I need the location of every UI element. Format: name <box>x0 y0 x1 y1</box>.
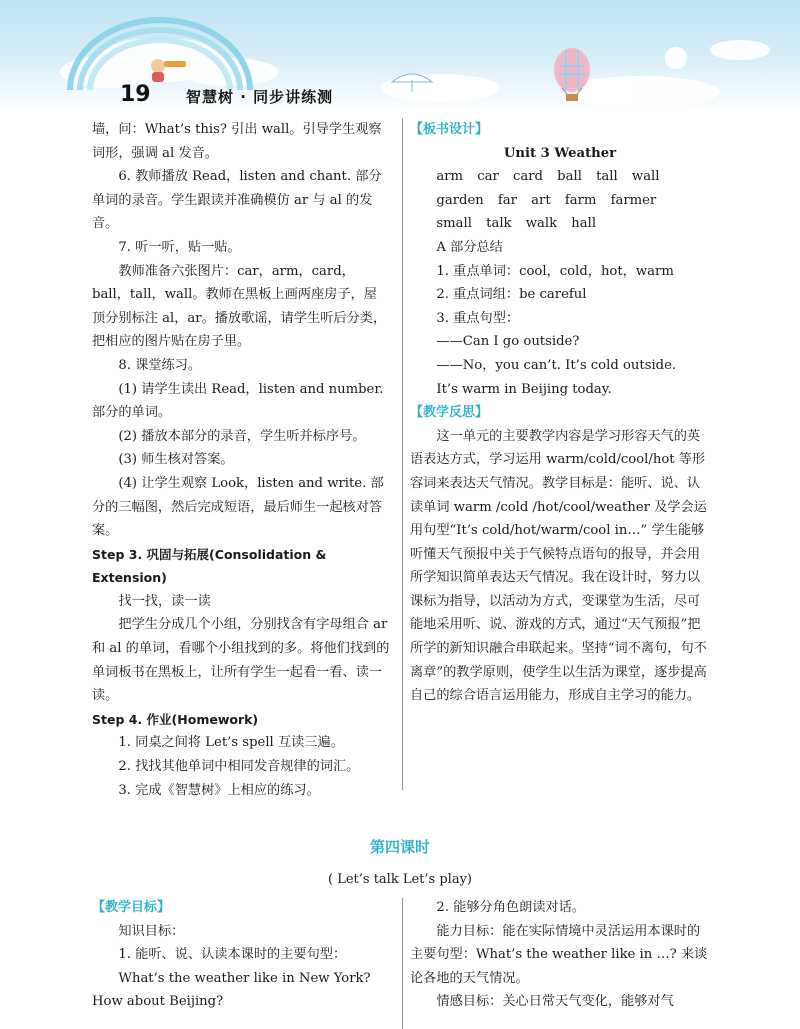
board-title: Unit 3 Weather <box>503 145 617 161</box>
paragraph: 能力目标：能在实际情境中灵活运用本课时的主要句型：What’s the weather like in …? 来谈论各地的天气情况。 <box>410 923 708 986</box>
summary-line: A 部分总结 <box>436 239 503 255</box>
cloud-icon <box>60 38 770 108</box>
summary-line: ——No，you can’t. It’s cold outside. <box>436 357 677 373</box>
reflection-text: 这一单元的主要教学内容是学习形容天气的英语表达方式，学习运用 warm/cold/cool/hot 等形容词来表达天气情况。教学目标是：能听、说、认读单词 warm /cold /hot/cool/weather 及学会运用句型“It’s cold/hot/warm/cool in…” 学生能够听懂天气预报中关于气候特点语句的报导，并会用所学知识简单表达天气情况。我在设计时，努力以课标为指导，以活动为方式，变课堂为生活，尽可能地采用听、说、游戏的方式，通过“天气预报”把所学的新知识融合串联起来。坚持“词不离句，句不离章”的教学原则，使学生以生活为课堂，逐步提高自己的综合语言运用能力，形成自主学习的能力。 <box>410 428 707 704</box>
book-title: 智慧树 · 同步讲练测 <box>186 88 334 106</box>
paragraph: (3) 师生核对答案。 <box>118 452 234 468</box>
paragraph: 2. 找找其他单词中相同发音规律的词汇。 <box>118 759 360 775</box>
word-line: garden far art farm farmer <box>436 192 657 208</box>
summary-line: It’s warm in Beijing today. <box>436 381 612 397</box>
teaching-goals-tag: 【教学目标】 <box>92 900 171 915</box>
right-column <box>410 118 710 708</box>
left-column <box>92 118 390 802</box>
sun-icon <box>665 47 687 69</box>
page-number: 19 <box>120 82 151 107</box>
paragraph: How about Beijing? <box>92 994 224 1010</box>
summary-line: ——Can I go outside? <box>436 334 580 350</box>
summary-line: 1. 重点单词：cool，cold，hot，warm <box>436 263 674 279</box>
word-line: small talk walk hall <box>436 216 597 232</box>
bottom-left-column <box>92 896 390 1014</box>
paragraph: (2) 播放本部分的录音，学生听并标序号。 <box>118 428 366 444</box>
column-divider <box>402 898 403 1029</box>
paragraph: 1. 同桌之间将 Let’s spell 互读三遍。 <box>118 735 344 751</box>
paragraph: 教师准备六张图片：car，arm，card，ball，tall，wall。教师在黑板上画两座房子，屋顶分别标注 al，ar。播放歌谣，请学生听后分类，把相应的图片贴在房子里。 <box>92 263 387 350</box>
lesson-subtitle: ( Let’s talk Let’s play) <box>328 872 472 887</box>
step-heading: Step 3. 巩固与拓展(Consolidation & Extension) <box>92 546 327 586</box>
word-line: arm car card ball tall wall <box>436 169 660 185</box>
paragraph: (4) 让学生观察 Look，listen and write. 部分的三幅图，然后完成短语，最后师生一起核对答案。 <box>92 475 384 539</box>
paragraph: 情感目标：关心日常天气变化，能够对气 <box>436 994 674 1010</box>
bottom-right-column <box>410 896 710 1014</box>
paragraph: 1. 能听、说、认读本课时的主要句型： <box>118 947 347 963</box>
paragraph: 2. 能够分角色朗读对话。 <box>436 900 586 915</box>
reflection-tag: 【教学反思】 <box>410 405 489 421</box>
paragraph: 7. 听一听，贴一贴。 <box>118 239 241 255</box>
summary-line: 3. 重点句型： <box>436 310 520 326</box>
step-heading: Step 4. 作业(Homework) <box>92 711 259 727</box>
page-header-banner <box>0 0 800 112</box>
paragraph: What’s the weather like in New York? <box>118 970 371 986</box>
paragraph: 知识目标： <box>118 923 185 939</box>
lesson-title: 第四课时 <box>369 838 430 856</box>
paragraph: 6. 教师播放 Read，listen and chant. 部分单词的录音。学生跟读并准确模仿 ar 与 al 的发音。 <box>92 169 382 232</box>
paragraph: 8. 课堂练习。 <box>118 357 202 373</box>
column-divider <box>402 118 403 790</box>
paragraph: 3. 完成《智慧树》上相应的练习。 <box>118 782 320 798</box>
board-design-tag: 【板书设计】 <box>410 122 489 137</box>
paragraph: 墙，问：What’s this? 引出 wall。引导学生观察词形，强调 al 发音。 <box>92 122 382 161</box>
paragraph: 找一找，读一读 <box>118 593 211 609</box>
paragraph: 把学生分成几个小组，分别找含有字母组合 ar 和 al 的单词，看哪个小组找到的多。将他们找到的单词板书在黑板上，让所有学生一起看一看、读一读。 <box>92 617 390 704</box>
summary-line: 2. 重点词组：be careful <box>436 287 587 303</box>
paragraph: (1) 请学生读出 Read，listen and number. 部分的单词。 <box>92 381 384 421</box>
